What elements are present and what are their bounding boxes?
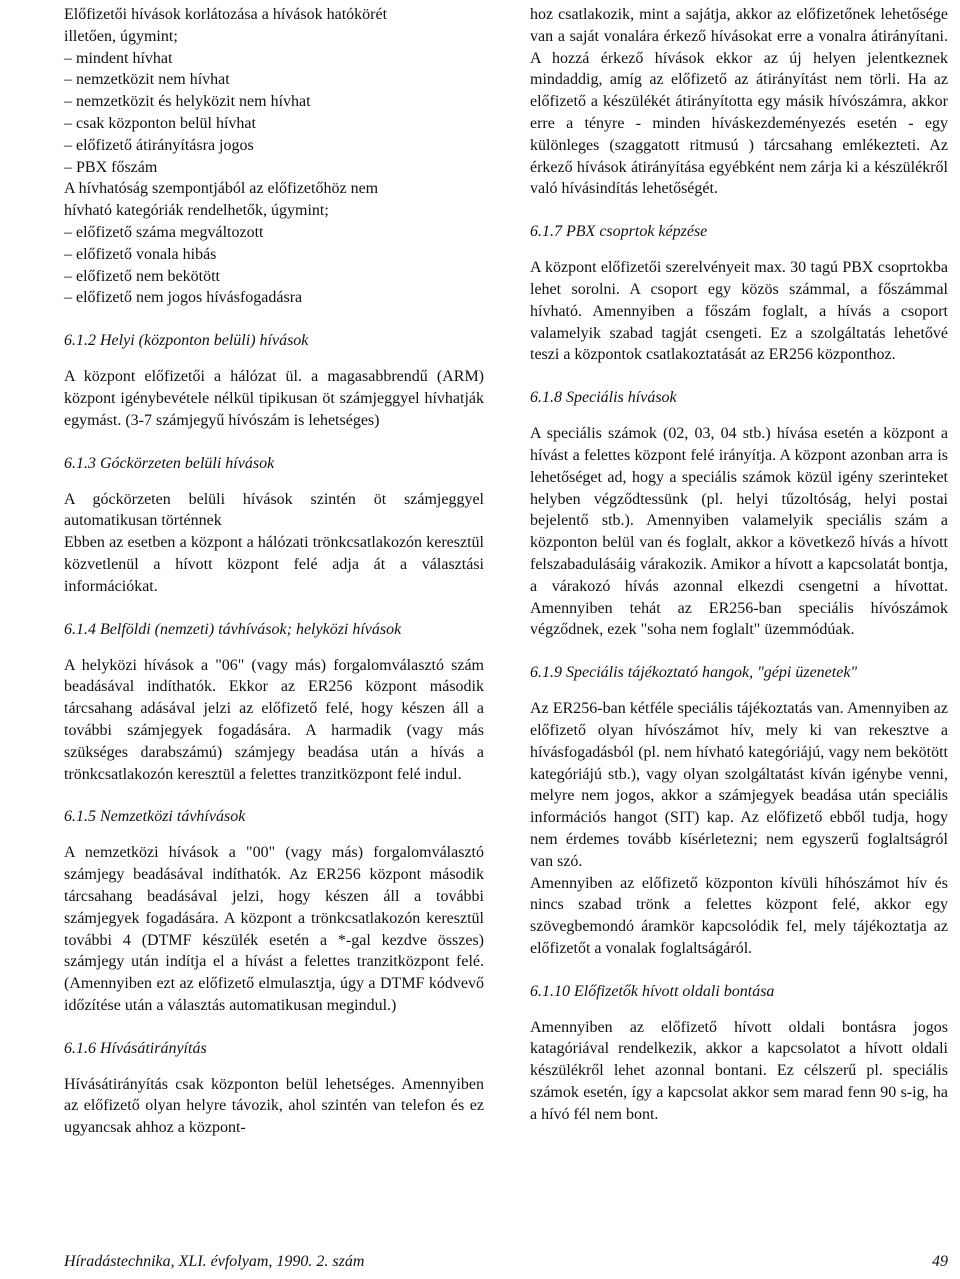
list-item: – előfizető átirányításra jogos <box>64 136 254 154</box>
section-body-6-1-6: Hívásátirányítás csak központon belül lehetséges. Amennyiben az előfizető olyan helyre távozik, ahol szintén van telefon és ez ugyancsak ahhoz a központ- <box>64 1075 484 1137</box>
text-line: Előfizetői hívások korlátozása a hívások hatókörét <box>64 6 388 23</box>
section-heading-6-1-2: 6.1.2 Helyi (központon belüli) hívások <box>64 332 309 350</box>
text-line: hívható kategóriák rendelhetők, úgymint; <box>64 202 329 220</box>
list-item: – nemzetközit nem hívhat <box>64 71 230 89</box>
section-heading-6-1-8: 6.1.8 Speciális hívások <box>530 389 677 407</box>
section-heading-6-1-9: 6.1.9 Speciális tájékoztató hangok, "gépi üzenetek" <box>530 664 858 682</box>
list-item: – nemzetközit és helyközit nem hívhat <box>64 93 311 111</box>
section-body-6-1-4: A helyközi hívások a "06" (vagy más) forgalomválasztó szám beadásával indíthatók. Ekkor az ER256 központ második tárcsahang adásával jelzi az előfizető felé, hogy készen áll a további számjegyek fogadására. A harmadik (vagy más szükséges darabszámú) számjegy beadása után a hívás a trönkcsatlakozón keresztül a felettes tranzitközpont felé indul. <box>64 656 484 783</box>
continuation-paragraph: hoz csatlakozik, mint a sajátja, akkor az előfizetőnek lehetősége van a saját vonalára érkező hívásokat erre a vonalra átirányítani. A hozzá érkező hívások ekkor az új helyen jelentkeznek mindaddig, amíg az előfizető az átirányítást nem törli. Ha az előfizető a készülékét átirányította egy másik hívószámra, akkor erre a tényre - minden híváskezdeményezés esetén - egy különleges (szaggatott ritmusú ) tárcsahang emlékezteti. Az érkező hívások átirányítása egyébként nem zárja ki a készülékről való hívásindítás lehetőségét. <box>530 6 948 198</box>
section-body-6-1-3a: A góckörzeten belüli hívások szintén öt számjeggyel automatikusan történnek <box>64 490 484 530</box>
section-body-6-1-2: A központ előfizetői a hálózat ül. a magasabbrendű (ARM) központ igénybevétele nélkül tipikusan öt számjeggyel hívhatják egymást. (3-7 számjegyű hívószám is lehetséges) <box>64 368 484 429</box>
section-heading-6-1-5: 6.1.5 Nemzetközi távhívások <box>64 808 246 826</box>
list-item: – csak központon belül hívhat <box>64 114 256 132</box>
list-item: – mindent hívhat <box>64 49 173 67</box>
section-body-6-1-9a: Az ER256-ban kétféle speciális tájékoztatás van. Amennyiben az előfizető olyan hívószámot hív, mely ki van rekesztve a hívásfogadásból (pl. nem hívható kategóriájú, vagy nem bekötött kategóriájú stb.), vagy olyan szolgáltatást kíván igénybe venni, melyre nem jogos, akkor a számjegyek beadása után speciális információs hangot (SIT) kap. Az előfizető ebből tudja, hogy nem érdemes tovább kísérletezni; nem egyszerű foglaltságról van szó. <box>530 700 948 870</box>
text-line: illetően, úgymint; <box>64 27 178 45</box>
section-body-6-1-7: A központ előfizetői szerelvényeit max. 30 tagú PBX csoprtokba lehet sorolni. A csoport egy közös számmal, a főszámmal hívható. Amennyiben a főszám foglalt, a hívás a csoport valamelyik szabad tagját csengeti. Ez a szolgáltatás lehetővé teszi a központok csatlakoztatását az ER256 központhoz. <box>530 259 948 364</box>
section-heading-6-1-4: 6.1.4 Belföldi (nemzeti) távhívások; helyközi hívások <box>64 620 402 638</box>
list-item: – PBX főszám <box>64 158 158 176</box>
page-footer <box>64 1253 948 1277</box>
list-item: – előfizető száma megváltozott <box>64 223 264 241</box>
list-item: – előfizető vonala hibás <box>64 245 217 263</box>
page-number: 49 <box>932 1253 948 1270</box>
section-body-6-1-8: A speciális számok (02, 03, 04 stb.) hívása esetén a központ a hívást a felettes központ felé irányítja. A központ azonban arra is lehetőséget ad, hogy a speciális számok közül igény szerinteket helyben végződtessünk (pl. helyi tűzoltóság, helyi postai bejelentő stb.). Amennyiben valamelyik speciális szám a központon belül van és foglalt, akkor a következő hívás a hívott felszabadulásáig várakozik. Amikor a hívott a kapcsolatát bontja, a várakozó hívás azonnal elkezdi csengetni a hívottat. Amennyiben tehát az ER256-ban speciális hívószámok végződnek, ezek "soha nem foglalt" üzemmódúak. <box>530 425 948 639</box>
section-heading-6-1-6: 6.1.6 Hívásátirányítás <box>64 1039 207 1057</box>
intro-paragraph <box>64 4 484 309</box>
section-heading-6-1-3: 6.1.3 Góckörzeten belüli hívások <box>64 454 275 472</box>
section-body-6-1-9b: Amennyiben az előfizető központon kívüli híhószámot hív és nincs szabad trönk a felettes központ felé, akkor egy szövegbemondó áramkör kapcsolódik fel, mely tájékoztatja az előfizetőt a vonalak foglaltságáról. <box>530 874 948 957</box>
journal-citation: Híradástechnika, XLI. évfolyam, 1990. 2. szám <box>64 1253 365 1270</box>
text-line: A hívhatóság szempontjából az előfizetőhöz nem <box>64 180 379 198</box>
list-item: – előfizető nem bekötött <box>64 267 220 285</box>
list-item: – előfizető nem jogos hívásfogadásra <box>64 289 303 307</box>
section-body-6-1-3b: Ebben az esetben a központ a hálózati trönkcsatlakozón keresztül közvetlenül a hívott központ felé adja át a választási információkat. <box>64 534 484 595</box>
section-heading-6-1-10: 6.1.10 Előfizetők hívott oldali bontása <box>530 982 775 1000</box>
left-column <box>64 4 484 1139</box>
section-heading-6-1-7: 6.1.7 PBX csoprtok képzése <box>530 223 708 241</box>
section-body-6-1-5: A nemzetközi hívások a "00" (vagy más) forgalomválasztó számjegy beadásával indíthatók. Az ER256 központ második tárcsahang beadásával jelzi, hogy készen áll a további számjegyek fogadására. A központ a trönkcsatlakozón keresztül további 4 (DTMF készülék esetén a *-gal kezdve összes) számjegy után indítja el a hívást a felettes tranzitközpont felé. (Amennyiben ezt az előfizető elmulasztja, úgy a DTMF kódvevő időzítése után a választás automatikusan megindul.) <box>64 844 484 1014</box>
right-column <box>530 4 948 1126</box>
section-body-6-1-10: Amennyiben az előfizető hívott oldali bontásra jogos katagóriával rendelkezik, akkor a kapcsolatot a hívott oldali készülékről lehet azonnal bontani. Ez célszerű pl. speciális számok esetén, így a kapcsolat akkor sem marad fenn 90 s-ig, ha a hívó fél nem bont. <box>530 1018 948 1123</box>
